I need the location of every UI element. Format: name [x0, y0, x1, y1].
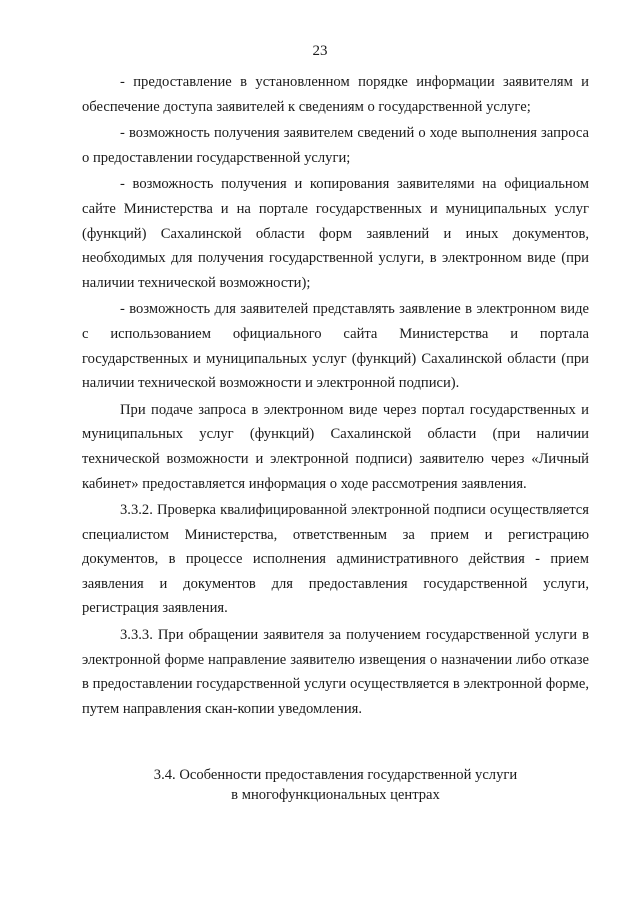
section-heading [82, 765, 589, 805]
paragraph-info-provision: - предоставление в установленном порядке информации заявителям и обеспечение доступа заявителей к сведениям о государственной услуге; [82, 74, 589, 115]
section-heading-line-2: в многофункциональных центрах [231, 787, 440, 803]
paragraph-request-status: - возможность получения заявителем сведений о ходе выполнения запроса о предоставлении государственной услуги; [82, 125, 589, 166]
paragraph-forms-download: - возможность получения и копирования заявителями на официальном сайте Министерства и на портале государственных и муниципальных услуг (функций) Сахалинской области форм заявлений и иных документов, необходимых для получения государственной услуги, в электронном виде (при наличии технической возможности); [82, 176, 589, 291]
paragraph-signature-check: 3.3.2. Проверка квалифицированной электронной подписи осуществляется специалистом Министерства, ответственным за прием и регистрацию документов, в процессе исполнения административного действия - прием заявления и документов для предоставления государственной услуги, регистрация заявления. [82, 502, 589, 617]
paragraph-personal-cabinet: При подаче запроса в электронном виде через портал государственных и муниципальных услуг (функций) Сахалинской области (при наличии технической возможности и электронной подписи) заявителю через «Личный кабинет» предоставляется информация о ходе рассмотрения заявления. [82, 401, 589, 492]
paragraph-electronic-notice: 3.3.3. При обращении заявителя за получением государственной услуги в электронной форме направление заявителю извещения о назначении либо отказе в предоставлении государственной услуги осуществляется в электронной форме, путем направления скан-копии уведомления. [82, 627, 589, 717]
page-number: 23 [312, 43, 328, 59]
paragraph-electronic-submission: - возможность для заявителей представлять заявление в электронном виде с использованием официального сайта Министерства и портала государственных и муниципальных услуг (функций) Сахалинской области (при наличии технической возможности и электронной подписи). [82, 301, 589, 392]
document-body [82, 70, 589, 723]
section-heading-line-1: 3.4. Особенности предоставления государственной услуги [153, 767, 518, 783]
